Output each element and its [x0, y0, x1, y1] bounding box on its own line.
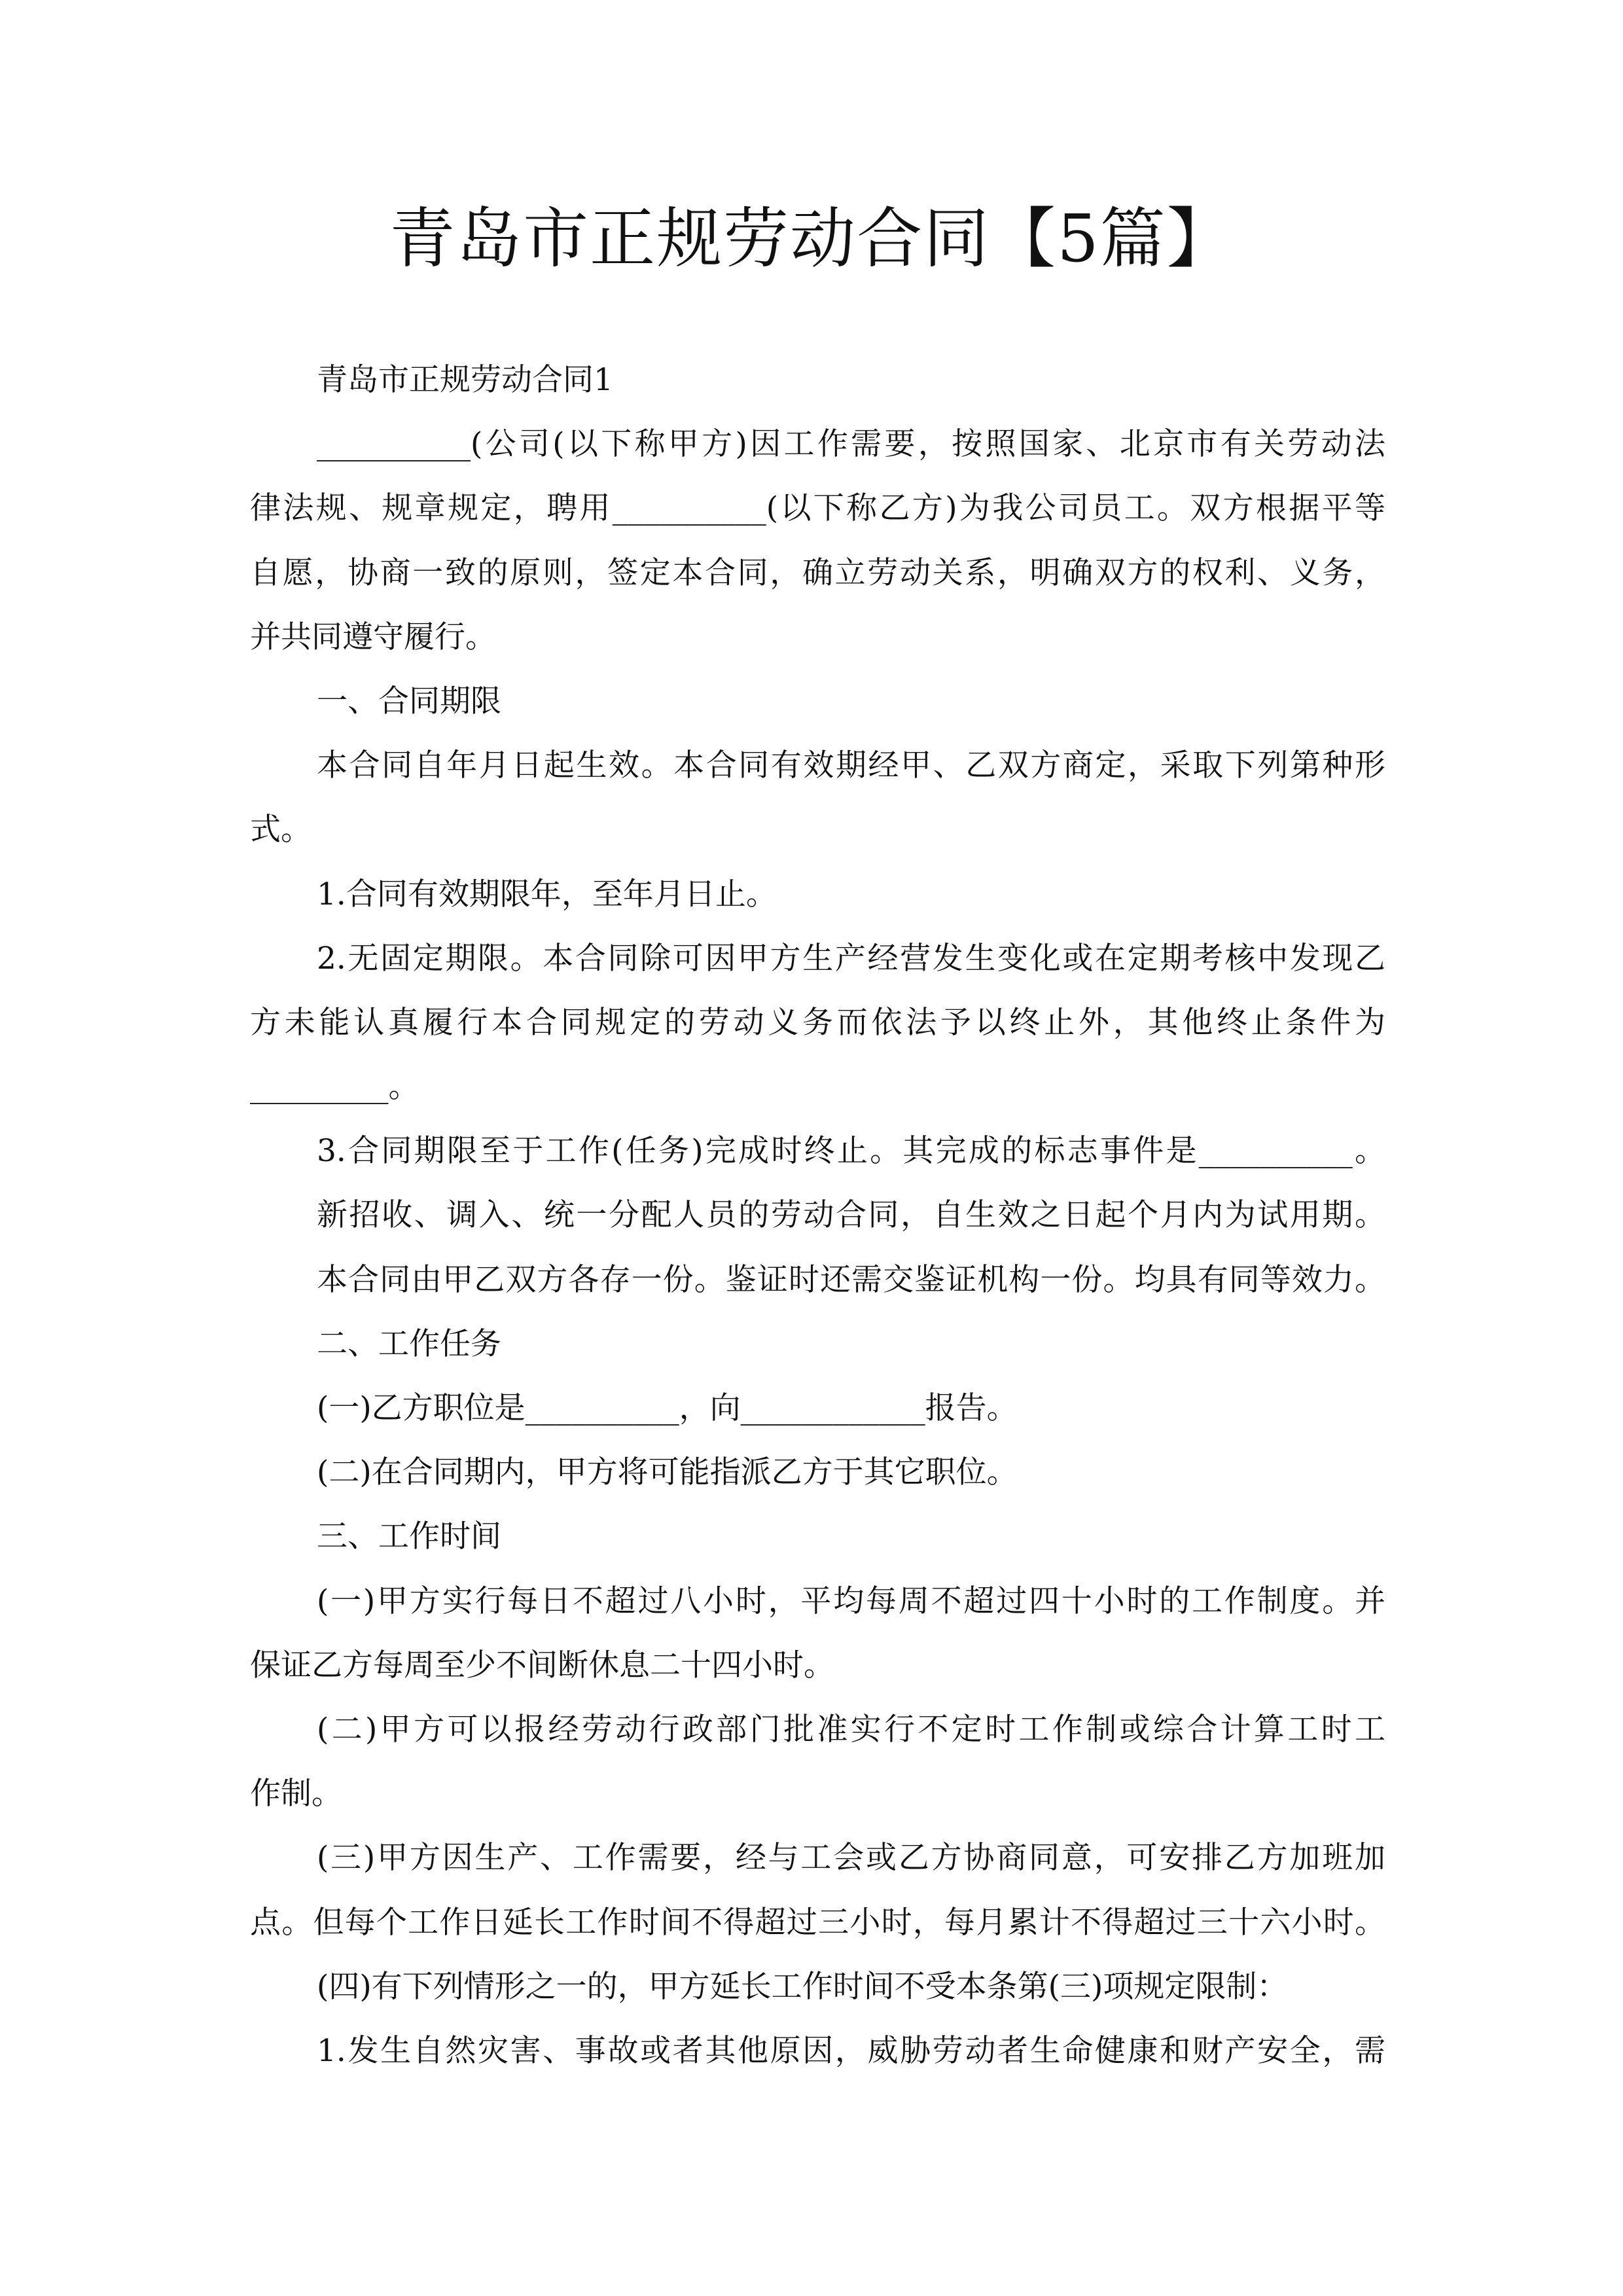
- paragraph-line: 青岛市正规劳动合同1: [317, 362, 613, 398]
- paragraph-line: __________(公司(以下称甲方)因工作需要，按照国家、北京市有关劳动法: [317, 426, 1385, 463]
- paragraph-line: 式。: [250, 812, 312, 848]
- document-title: 青岛市正规劳动合同【5篇】: [389, 200, 1234, 277]
- paragraph-line: (二)甲方可以报经劳动行政部门批准实行不定时工作制或综合计算工时工: [317, 1711, 1385, 1748]
- paragraph-line: 本合同由甲乙双方各存一份。鉴证时还需交鉴证机构一份。均具有同等效力。: [317, 1261, 1385, 1298]
- document-body: [250, 348, 1385, 2083]
- paragraph-line: 自愿，协商一致的原则，签定本合同，确立劳动关系，明确双方的权利、义务，: [250, 554, 1385, 591]
- paragraph-line: 一、合同期限: [317, 683, 501, 719]
- paragraph-line: _________。: [250, 1069, 419, 1105]
- paragraph-line: 三、工作时间: [317, 1518, 501, 1555]
- paragraph-line: 点。但每个工作日延长工作时间不得超过三小时，每月累计不得超过三十六小时。: [250, 1904, 1385, 1941]
- paragraph-line: 新招收、调入、统一分配人员的劳动合同，自生效之日起个月内为试用期。: [317, 1197, 1385, 1234]
- paragraph-line: 3.合同期限至于工作(任务)完成时终止。其完成的标志事件是__________。: [317, 1133, 1385, 1170]
- paragraph-line: 方未能认真履行本合同规定的劳动义务而依法予以终止外，其他终止条件为: [250, 1004, 1385, 1041]
- paragraph-line: 作制。: [250, 1776, 342, 1812]
- paragraph-line: 2.无固定期限。本合同除可因甲方生产经营发生变化或在定期考核中发现乙: [317, 940, 1385, 977]
- paragraph-line: 保证乙方每周至少不间断休息二十四小时。: [250, 1647, 834, 1683]
- paragraph-line: (一)甲方实行每日不超过八小时，平均每周不超过四十小时的工作制度。并: [317, 1583, 1385, 1619]
- paragraph-line: 律法规、规章规定，聘用__________(以下称乙方)为我公司员工。双方根据平等: [250, 490, 1385, 527]
- paragraph-line: 1.合同有效期限年，至年月日止。: [317, 876, 777, 912]
- paragraph-line: (三)甲方因生产、工作需要，经与工会或乙方协商同意，可安排乙方加班加: [317, 1840, 1385, 1876]
- paragraph-line: 本合同自年月日起生效。本合同有效期经甲、乙双方商定，采取下列第种形: [317, 747, 1385, 784]
- paragraph-line: 1.发生自然灾害、事故或者其他原因，威胁劳动者生命健康和财产安全，需: [317, 2032, 1385, 2069]
- paragraph-line: (一)乙方职位是__________，向____________报告。: [317, 1390, 1018, 1426]
- paragraph-line: (二)在合同期内，甲方将可能指派乙方于其它职位。: [317, 1454, 1018, 1491]
- paragraph-line: (四)有下列情形之一的，甲方延长工作时间不受本条第(三)项规定限制：: [317, 1968, 1288, 2005]
- paragraph-line: 并共同遵守履行。: [250, 619, 496, 655]
- paragraph-line: 二、工作任务: [317, 1325, 501, 1362]
